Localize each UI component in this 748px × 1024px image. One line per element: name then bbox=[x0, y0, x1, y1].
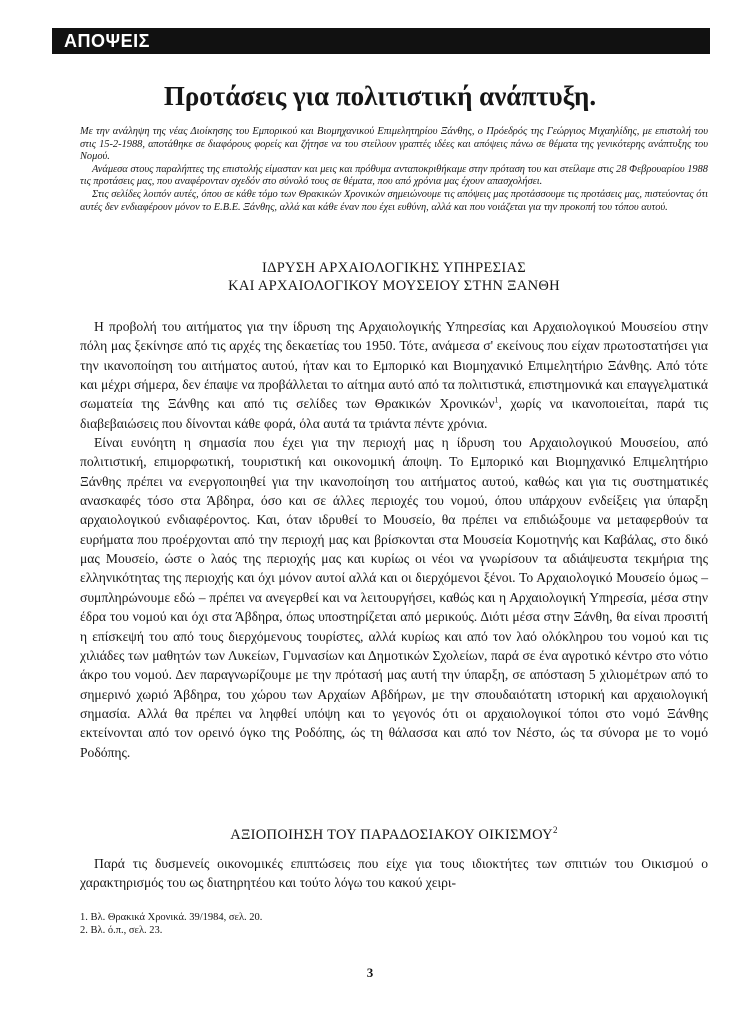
body-paragraph bbox=[80, 317, 708, 433]
section1-heading bbox=[80, 259, 708, 295]
section1-heading-line1: ΙΔΡΥΣΗ ΑΡΧΑΙΟΛΟΓΙΚΗΣ ΥΠΗΡΕΣΙΑΣ bbox=[261, 260, 527, 276]
footnote: 1. Βλ. Θρακικά Χρονικά. 39/1984, σελ. 20. bbox=[80, 912, 263, 923]
section-label: ΑΠΟΨΕΙΣ bbox=[64, 31, 150, 51]
intro-paragraph: Με την ανάληψη της νέας Διοίκησης του Εμπορικού και Βιομηχανικού Επιμελητηρίου Ξάνθης, ο Πρόεδρός της Γεώργιος Μιχαηλίδης, με επιστολή του στις 15-2-1988, αποτάθηκε σε διαφόρους φορείς και ζήτησε να του στείλουν γραπτές ιδέες και απόψεις πάνω σε θέματα της γενικότερης ανάπτυξης του Νομού. bbox=[80, 126, 708, 163]
intro-paragraph: Στις σελίδες λοιπόν αυτές, όπου σε κάθε τόμο των Θρακικών Χρονικών σημειώνουμε τις απόψεις μας προτάσσουμε τις προτάσεις μας, πιστεύοντας ότι αυτές δεν ενδιαφέρουν μόνον το Ε.Β.Ε. Ξάνθης, αλλά και κάθε έναν που έχει ευθύνη, αλλά και που νοιάζεται για την προκοπή του τόπου αυτού. bbox=[80, 188, 708, 213]
section1-body bbox=[80, 317, 708, 762]
intro-text bbox=[80, 126, 708, 214]
section2-heading bbox=[80, 821, 708, 844]
body-paragraph: Είναι ευνόητη η σημασία που έχει για την περιοχή μας η ίδρυση του Αρχαιολογικού Μουσείου, από πολιτιστική, επιμορφωτική, τουριστική και οικονομική άποψη. Το Εμπορικό και Βιομηχανικό Επιμελητήριο Ξάνθης πρέπει να ενεργοποιηθεί για την ικανοποίηση του αιτήματος αυτού, καθώς και για τις συστηματικές ανασκαφές τόσο στα Άβδηρα, όσο και σε άλλες περιοχές του νομού, όπου υπάρχουν ενδείξεις για ύπαρξη αρχαιολογικού ενδιαφέροντος. Και, όταν ιδρυθεί το Μουσείο, θα πρέπει να επιδιώξουμε να μεταφερθούν τα ευρήματα που προέρχονται από την περιοχή μας και βρίσκονται στα Μουσεία Κομοτηνής και Καβάλας, στο δικό μας Μουσείο, ώστε ο λαός της περιοχής μας και κυρίως οι νέοι να γνωρίσουν τα αδιάψευστα τεκμήρια της ελληνικότητας της περιοχής και όχι μόνον αυτοί αλλά και οι διερχόμενοι ξένοι. Το Αρχαιολογικό Μουσείο όμως – συμπληρώνουμε εδώ – πρέπει να ανεγερθεί και να λειτουργήσει, καθώς και η Αρχαιολογική Υπηρεσία, μέσα στην έδρα του νομού και όχι στα Άβδηρα, όπως υποστηρίζεται από μερικούς. Διότι μέσα στην Ξάνθη, θα είναι προσιτή η επίσκεψή του από τους διερχόμενους τουρίστες, αλλά κυρίως και από τον λαό ολόκληρου του νομού και τις χιλιάδες των μαθητών των Λυκείων, Γυμνασίων και Δημοτικών Σχολείων, παρά σε ένα αγροτικό κέντρο στο νότιο άκρο του νομού. Δεν παραγνωρίζουμε με την πρότασή μας αυτή την ύπαρξη, σε απόσταση 5 χιλιομέτρων από το σημερινό χωριό Άβδηρα, του χώρου των Αρχαίων Αβδήρων, με την σπουδαιότατη ιστορική και αρχαιολογική σημασία. Αλλά θα πρέπει να ληφθεί υπόψη και το γεγονός ότι οι αρχαιολογικοί τόποι στο νομό Ξάνθης εκτείνονται από τον ορεινό όγκο της Ροδόπης, ώς τη θάλασσα και από τον Νέστο, ώς τα σύνορα με το νομό Ροδόπης. bbox=[80, 435, 708, 760]
section2-heading-text: ΑΞΙΟΠΟΙΗΣΗ ΤΟΥ ΠΑΡΑΔΟΣΙΑΚΟΥ ΟΙΚΙΣΜΟΥ bbox=[230, 826, 553, 843]
footnote-ref: 2 bbox=[552, 825, 558, 835]
article-title: Προτάσεις για πολιτιστική ανάπτυξη. bbox=[163, 81, 597, 111]
section1-heading-line2: ΚΑΙ ΑΡΧΑΙΟΛΟΓΙΚΟΥ ΜΟΥΣΕΙΟΥ ΣΤΗΝ ΞΑΝΘΗ bbox=[228, 278, 560, 294]
body-paragraph: Παρά τις δυσμενείς οικονομικές επιπτώσεις που είχε για τους ιδιοκτήτες των σπιτιών του Οικισμού ο χαρακτηρισμός του ως διατηρητέου και τούτο λόγω του κακού χειρι- bbox=[80, 856, 708, 891]
footnote: 2. Βλ. ό.π., σελ. 23. bbox=[80, 924, 163, 936]
intro-paragraph: Ανάμεσα στους παραλήπτες της επιστολής είμασταν και μεις και πρόθυμα ανταποκριθήκαμε στην πρόταση του και στείλαμε στις 28 Φεβρουαρίου 1988 τις προτάσεις μας, που αναφέρονταν σχεδόν στο σύνολό τους σε θέματα, που από χρόνια μας έχουν απασχολήσει. bbox=[80, 163, 708, 188]
paragraph-text: , χωρίς να ικανοποιείται, παρά τις διαβεβαιώσεις που δίνονται κάθε φορά, όλα αυτά τα τριάντα πέντε χρόνια. bbox=[80, 396, 708, 431]
section2-body bbox=[80, 854, 708, 893]
footnotes bbox=[80, 912, 480, 937]
page-number: 3 bbox=[366, 965, 374, 980]
section-header-bar bbox=[52, 28, 710, 54]
footnote-ref: 1 bbox=[494, 395, 499, 405]
paragraph-text: Η προβολή του αιτήματος για την ίδρυση της Αρχαιολογικής Υπηρεσίας και Αρχαιολογικού Μουσείου στην πόλη μας ξεκίνησε από τις αρχές της δεκαετίας του 1950. Τότε, ανάμεσα σ' εκείνους που είχαν πρωτοστατήσει για την ικανοποίηση του αιτήματος αυτού, ήταν και το Εμπορικό και Βιομηχανικό Επιμελητήριο Ξάνθης. Από τότε και μέχρι σήμερα, δεν έπαψε να προβάλλεται το αίτημα αυτό από τα πολιτιστικά, επιστημονικά και επαγγελματικά σωματεία της Ξάνθης και από τις σελίδες των Θρακικών Χρονικών bbox=[80, 319, 708, 412]
